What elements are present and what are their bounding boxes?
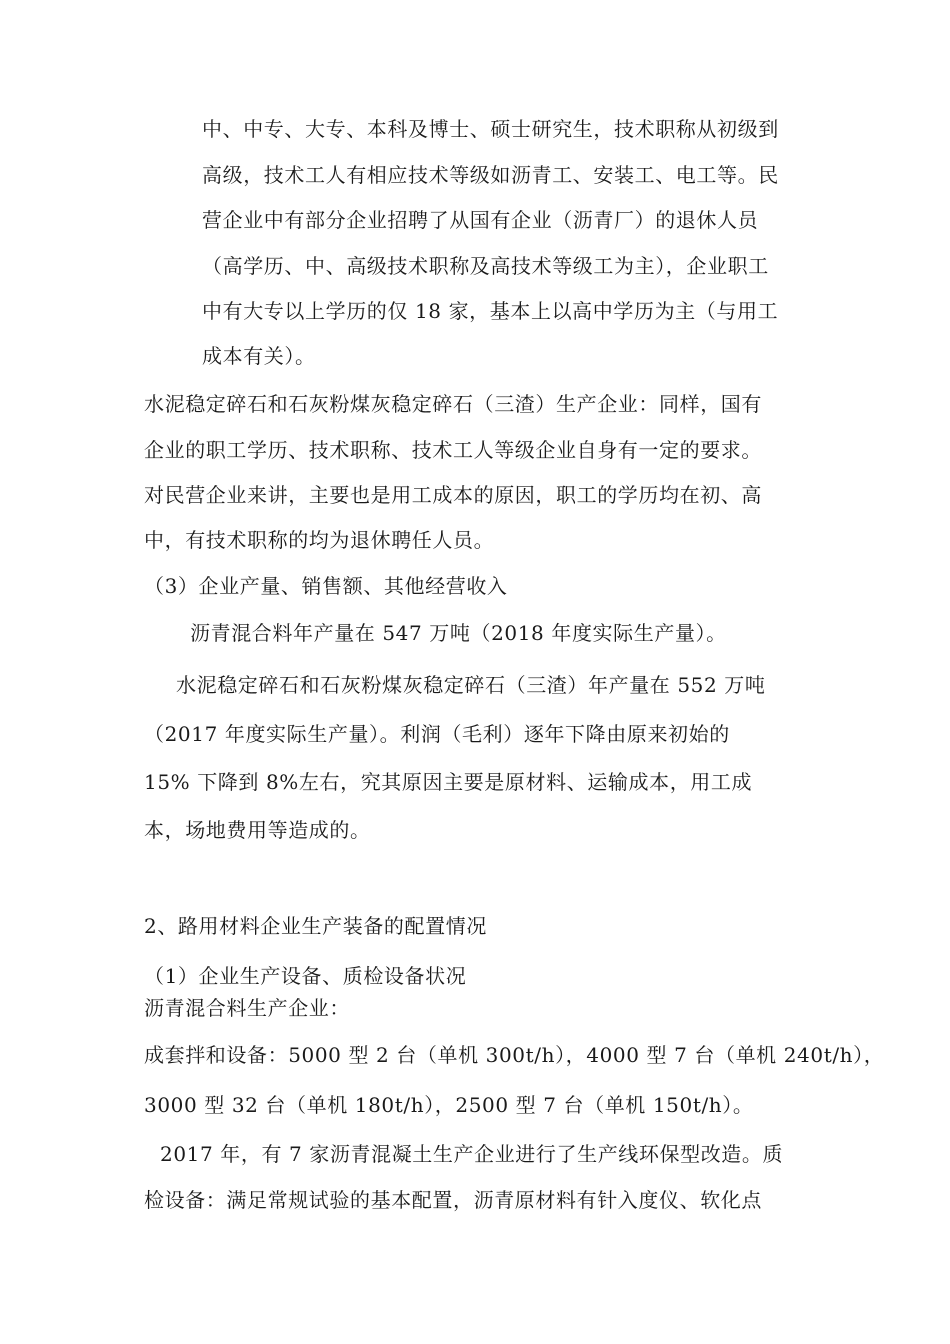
text-line: 2017 年，有 7 家沥青混凝土生产企业进行了生产线环保型改造。质 — [160, 1142, 784, 1166]
text-line: 中有大专以上学历的仅 18 家，基本上以高中学历为主（与用工 — [202, 299, 779, 323]
text-line: 对民营企业来讲，主要也是用工成本的原因，职工的学历均在初、高 — [144, 483, 762, 507]
text-line: 中、中专、大专、本科及博士、硕士研究生，技术职称从初级到 — [202, 117, 779, 141]
text-line: 沥青混合料年产量在 547 万吨（2018 年度实际生产量）。 — [190, 621, 727, 645]
text-line: 中，有技术职称的均为退休聘任人员。 — [144, 528, 495, 552]
text-line: 企业的职工学历、技术职称、技术工人等级企业自身有一定的要求。 — [144, 438, 762, 462]
text-line: 水泥稳定碎石和石灰粉煤灰稳定碎石（三渣）年产量在 552 万吨 — [176, 673, 766, 697]
text-line: 本，场地费用等造成的。 — [144, 818, 371, 842]
text-line: 成套拌和设备：5000 型 2 台（单机 300t/h），4000 型 7 台（单机 240t/h）， — [144, 1043, 885, 1067]
section-subheading: （1）企业生产设备、质检设备状况 — [144, 964, 467, 988]
section-subheading: （3）企业产量、销售额、其他经营收入 — [144, 574, 508, 598]
text-line: （2017 年度实际生产量）。利润（毛利）逐年下降由原来初始的 — [144, 722, 730, 746]
text-line: 高级，技术工人有相应技术等级如沥青工、安装工、电工等。民 — [202, 163, 779, 187]
text-line: 营企业中有部分企业招聘了从国有企业（沥青厂）的退休人员 — [202, 208, 759, 232]
text-line: 水泥稳定碎石和石灰粉煤灰稳定碎石（三渣）生产企业：同样，国有 — [144, 392, 762, 416]
text-line: 3000 型 32 台（单机 180t/h），2500 型 7 台（单机 150t/h）。 — [144, 1093, 754, 1117]
text-line: 成本有关）。 — [202, 344, 316, 368]
section-heading: 2、路用材料企业生产装备的配置情况 — [144, 914, 487, 938]
text-line: （高学历、中、高级技术职称及高技术等级工为主），企业职工 — [202, 254, 769, 278]
text-line: 15% 下降到 8%左右，究其原因主要是原材料、运输成本，用工成 — [144, 770, 753, 794]
text-line: 检设备：满足常规试验的基本配置，沥青原材料有针入度仪、软化点 — [144, 1188, 762, 1212]
text-line: 沥青混合料生产企业： — [144, 996, 350, 1020]
